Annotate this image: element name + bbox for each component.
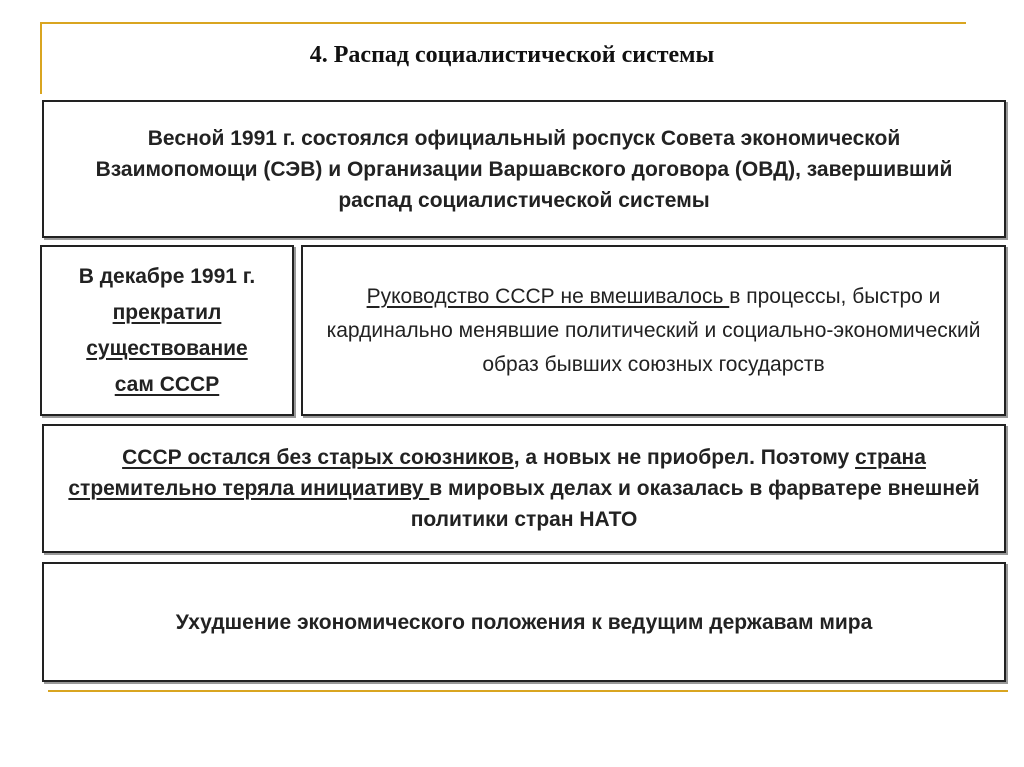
box-5-part-1: Ухудшение экономического положения [175,610,592,634]
box-2-text [79,259,256,403]
box-4-part-3: страна стремительно теряла инициативу [68,446,926,500]
box-5-text [176,607,873,638]
box-2-line-1: В декабре 1991 г. [78,264,256,288]
box-4-part-4: в мировых делах и оказалась в фарватере внешней политики стран НАТО [410,477,980,531]
box-3-rest: в процессы, быстро и кардинально менявшие политический и социально-экономический образ бывших союзных государств [326,284,981,376]
box-4-text [64,442,984,535]
box-2-line-3: существование [86,336,248,360]
box-2-line-4: сам СССР [114,372,220,396]
info-box-non-intervention [301,245,1006,416]
top-accent-line [40,22,966,24]
box-3-underlined: Руководство СССР не вмешивалось [366,284,730,308]
box-5-part-3: к ведущим державам мира [591,610,873,634]
info-box-economic-decline [42,562,1006,682]
box-1-text: Весной 1991 г. состоялся официальный роспуск Совета экономической Взаимопомощи (СЭВ) и Организации Варшавского договора (ОВД), завершивший распад социалистической системы [95,126,953,212]
box-3-text [317,280,990,382]
bottom-accent-line [48,690,1008,692]
info-box-ussr-end [40,245,294,416]
box-4-part-2: , а новых не приобрел. Поэтому [513,446,856,469]
slide-title: 4. Распад социалистической системы [309,42,715,68]
info-box-1991-dissolution [42,100,1006,238]
info-box-lost-allies [42,424,1006,553]
box-2-line-2: прекратил [112,300,222,324]
box-4-part-1: СССР остался без старых союзников [122,446,514,469]
